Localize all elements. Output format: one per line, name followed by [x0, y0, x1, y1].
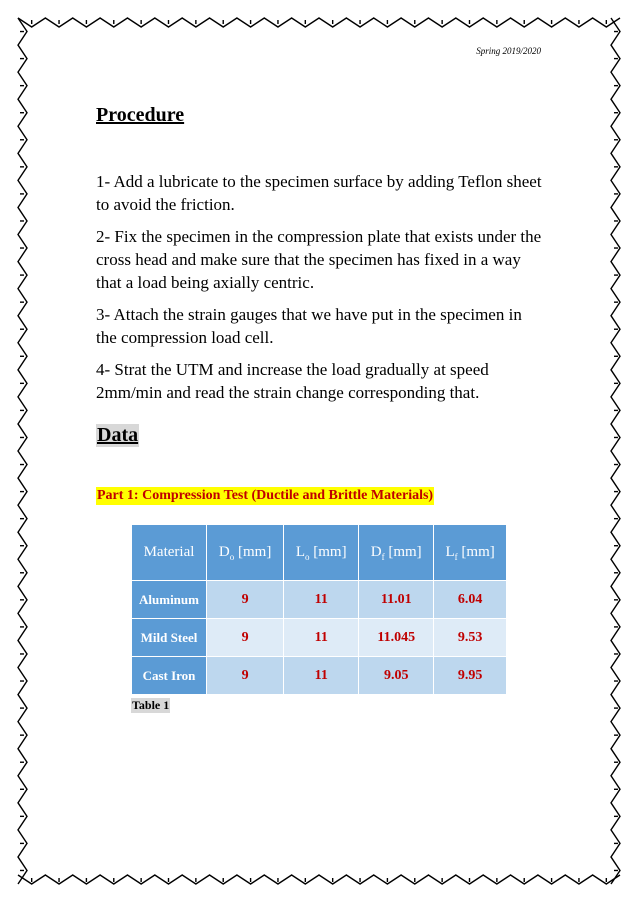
cell-lf: 6.04: [434, 581, 507, 619]
procedure-step: 4- Strat the UTM and increase the load gradually at speed 2mm/min and read the strain change corresponding that.: [96, 360, 489, 402]
table-row: [132, 657, 507, 695]
cell-lf: 9.95: [434, 657, 507, 695]
header-final-length: $L_f$ [mm]: [434, 525, 507, 581]
data-heading: Data: [97, 424, 139, 446]
cell-d0: 9: [207, 619, 284, 657]
row-material: Mild Steel: [132, 619, 207, 657]
part-1-label: Part 1: Compression Test (Ductile and Brittle Materials): [97, 488, 434, 503]
cell-l0: 11: [284, 581, 359, 619]
procedure-step: 1- Add a lubricate to the specimen surface by adding Teflon sheet to avoid the friction.: [96, 172, 542, 214]
header-material: Material: [132, 525, 207, 581]
cell-lf: 9.53: [434, 619, 507, 657]
cell-d0: 9: [207, 657, 284, 695]
procedure-step: 3- Attach the strain gauges that we have put in the specimen in the compression load cell.: [96, 305, 522, 347]
table-row: [132, 581, 507, 619]
cell-df: 11.01: [359, 581, 434, 619]
cell-l0: 11: [284, 619, 359, 657]
compression-results-table: [131, 524, 507, 695]
procedure-step: 2- Fix the specimen in the compression plate that exists under the cross head and make sure that the specimen has fixed in a way that a load being axially centric.: [96, 227, 542, 292]
row-material: Aluminum: [132, 581, 207, 619]
header-final-diameter: $D_f$ [mm]: [359, 525, 434, 581]
header-initial-length: $L_o$ [mm]: [284, 525, 359, 581]
table-caption: Table 1: [132, 698, 170, 712]
cell-df: 9.05: [359, 657, 434, 695]
row-material: Cast Iron: [132, 657, 207, 695]
table-row: [132, 619, 507, 657]
semester-label: Spring 2019/2020: [476, 46, 541, 56]
procedure-heading: Procedure: [96, 104, 185, 126]
header-initial-diameter: $D_o$ [mm]: [207, 525, 284, 581]
procedure-steps: [96, 170, 546, 413]
cell-l0: 11: [284, 657, 359, 695]
cell-d0: 9: [207, 581, 284, 619]
table-header-row: [132, 525, 507, 581]
cell-df: 11.045: [359, 619, 434, 657]
